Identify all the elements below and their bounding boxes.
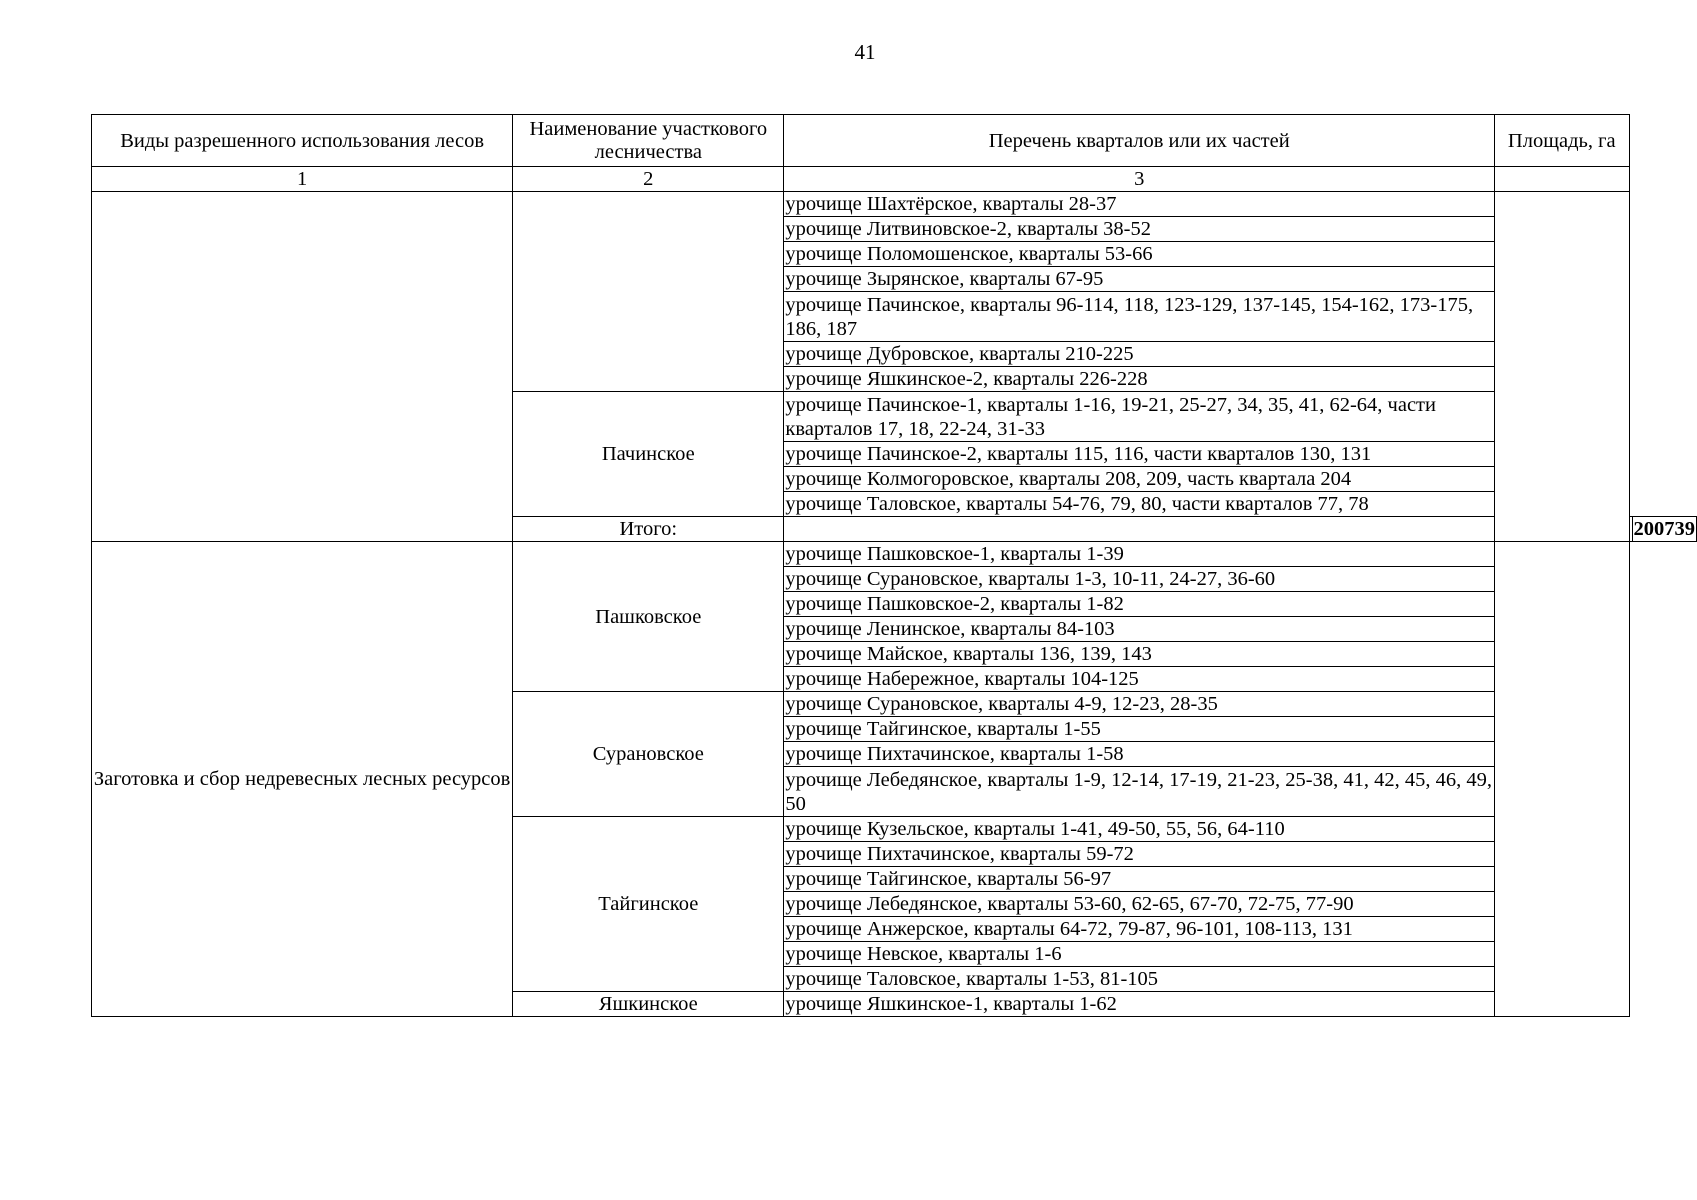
column-number-1: 1 (92, 167, 513, 192)
area-cell-continued (1495, 192, 1629, 542)
column-number-4 (1495, 167, 1629, 192)
total-empty-cell (784, 517, 1495, 542)
quarters-cell: урочище Пашковское-1, кварталы 1-39 (784, 542, 1495, 567)
quarters-cell: урочище Яшкинское-1, кварталы 1-62 (784, 992, 1495, 1017)
forestry-name-cell: Сурановское (513, 692, 784, 817)
quarters-cell: урочище Лебедянское, кварталы 1-9, 12-14, 17-19, 21-23, 25-38, 41, 42, 45, 46, 49, 50 (784, 767, 1495, 817)
quarters-cell: урочище Лебедянское, кварталы 53-60, 62-65, 67-70, 72-75, 77-90 (784, 892, 1495, 917)
forestry-name-cell: Пачинское (513, 392, 784, 517)
quarters-cell: урочище Пачинское-2, кварталы 115, 116, части кварталов 130, 131 (784, 442, 1495, 467)
quarters-cell: урочище Пихтачинское, кварталы 59-72 (784, 842, 1495, 867)
page-number: 41 (854, 40, 876, 64)
quarters-cell: урочище Литвиновское-2, кварталы 38-52 (784, 217, 1495, 242)
quarters-cell: урочище Таловское, кварталы 1-53, 81-105 (784, 967, 1495, 992)
forestry-name-cell: Пашковское (513, 542, 784, 692)
forest-use-table (91, 114, 1697, 1017)
header-quarters-list: Перечень кварталов или их частей (784, 115, 1495, 167)
quarters-cell: урочище Пачинское-1, кварталы 1-16, 19-21, 25-27, 34, 35, 41, 62-64, части кварталов 17, 18, 22-24, 31-33 (784, 392, 1495, 442)
quarters-cell: урочище Пашковское-2, кварталы 1-82 (784, 592, 1495, 617)
total-label: Итого: (513, 517, 784, 542)
forestry-cell-continued (513, 192, 784, 392)
column-number-2: 2 (513, 167, 784, 192)
quarters-cell: урочище Невское, кварталы 1-6 (784, 942, 1495, 967)
use-type-cell-continued (92, 192, 513, 542)
quarters-cell: урочище Сурановское, кварталы 1-3, 10-11, 24-27, 36-60 (784, 567, 1495, 592)
header-area: Площадь, га (1495, 115, 1629, 167)
quarters-cell: урочище Набережное, кварталы 104-125 (784, 667, 1495, 692)
quarters-cell: урочище Анжерское, кварталы 64-72, 79-87, 96-101, 108-113, 131 (784, 917, 1495, 942)
quarters-cell: урочище Пачинское, кварталы 96-114, 118, 123-129, 137-145, 154-162, 173-175, 186, 187 (784, 292, 1495, 342)
use-type-cell: Заготовка и сбор недревесных лесных ресурсов (92, 542, 513, 1017)
total-area-value: 200739 (1633, 518, 1695, 540)
quarters-cell: урочище Яшкинское-2, кварталы 226-228 (784, 367, 1495, 392)
forestry-name-cell: Яшкинское (513, 992, 784, 1017)
header-use-type: Виды разрешенного использования лесов (92, 115, 513, 167)
header-forestry-name: Наименование участкового лесничества (513, 115, 784, 167)
column-number-row (92, 167, 1697, 192)
quarters-cell: урочище Тайгинское, кварталы 1-55 (784, 717, 1495, 742)
table-header-row (92, 115, 1697, 167)
forestry-name-cell: Тайгинское (513, 817, 784, 992)
quarters-cell: урочище Колмогоровское, кварталы 208, 209, часть квартала 204 (784, 467, 1495, 492)
quarters-cell: урочище Дубровское, кварталы 210-225 (784, 342, 1495, 367)
quarters-cell: урочище Пихтачинское, кварталы 1-58 (784, 742, 1495, 767)
quarters-cell: урочище Сурановское, кварталы 4-9, 12-23, 28-35 (784, 692, 1495, 717)
column-number-3: 3 (784, 167, 1495, 192)
quarters-cell: урочище Кузельское, кварталы 1-41, 49-50, 55, 56, 64-110 (784, 817, 1495, 842)
quarters-cell: урочище Тайгинское, кварталы 56-97 (784, 867, 1495, 892)
quarters-cell: урочище Таловское, кварталы 54-76, 79, 80, части кварталов 77, 78 (784, 492, 1495, 517)
quarters-cell: урочище Зырянское, кварталы 67-95 (784, 267, 1495, 292)
quarters-cell: урочище Шахтёрское, кварталы 28-37 (784, 192, 1495, 217)
table-row (92, 542, 1697, 567)
quarters-cell: урочище Ленинское, кварталы 84-103 (784, 617, 1495, 642)
area-cell (1495, 542, 1629, 1017)
quarters-cell: урочище Майское, кварталы 136, 139, 143 (784, 642, 1495, 667)
table-row (92, 192, 1697, 217)
quarters-cell: урочище Поломошенское, кварталы 53-66 (784, 242, 1495, 267)
